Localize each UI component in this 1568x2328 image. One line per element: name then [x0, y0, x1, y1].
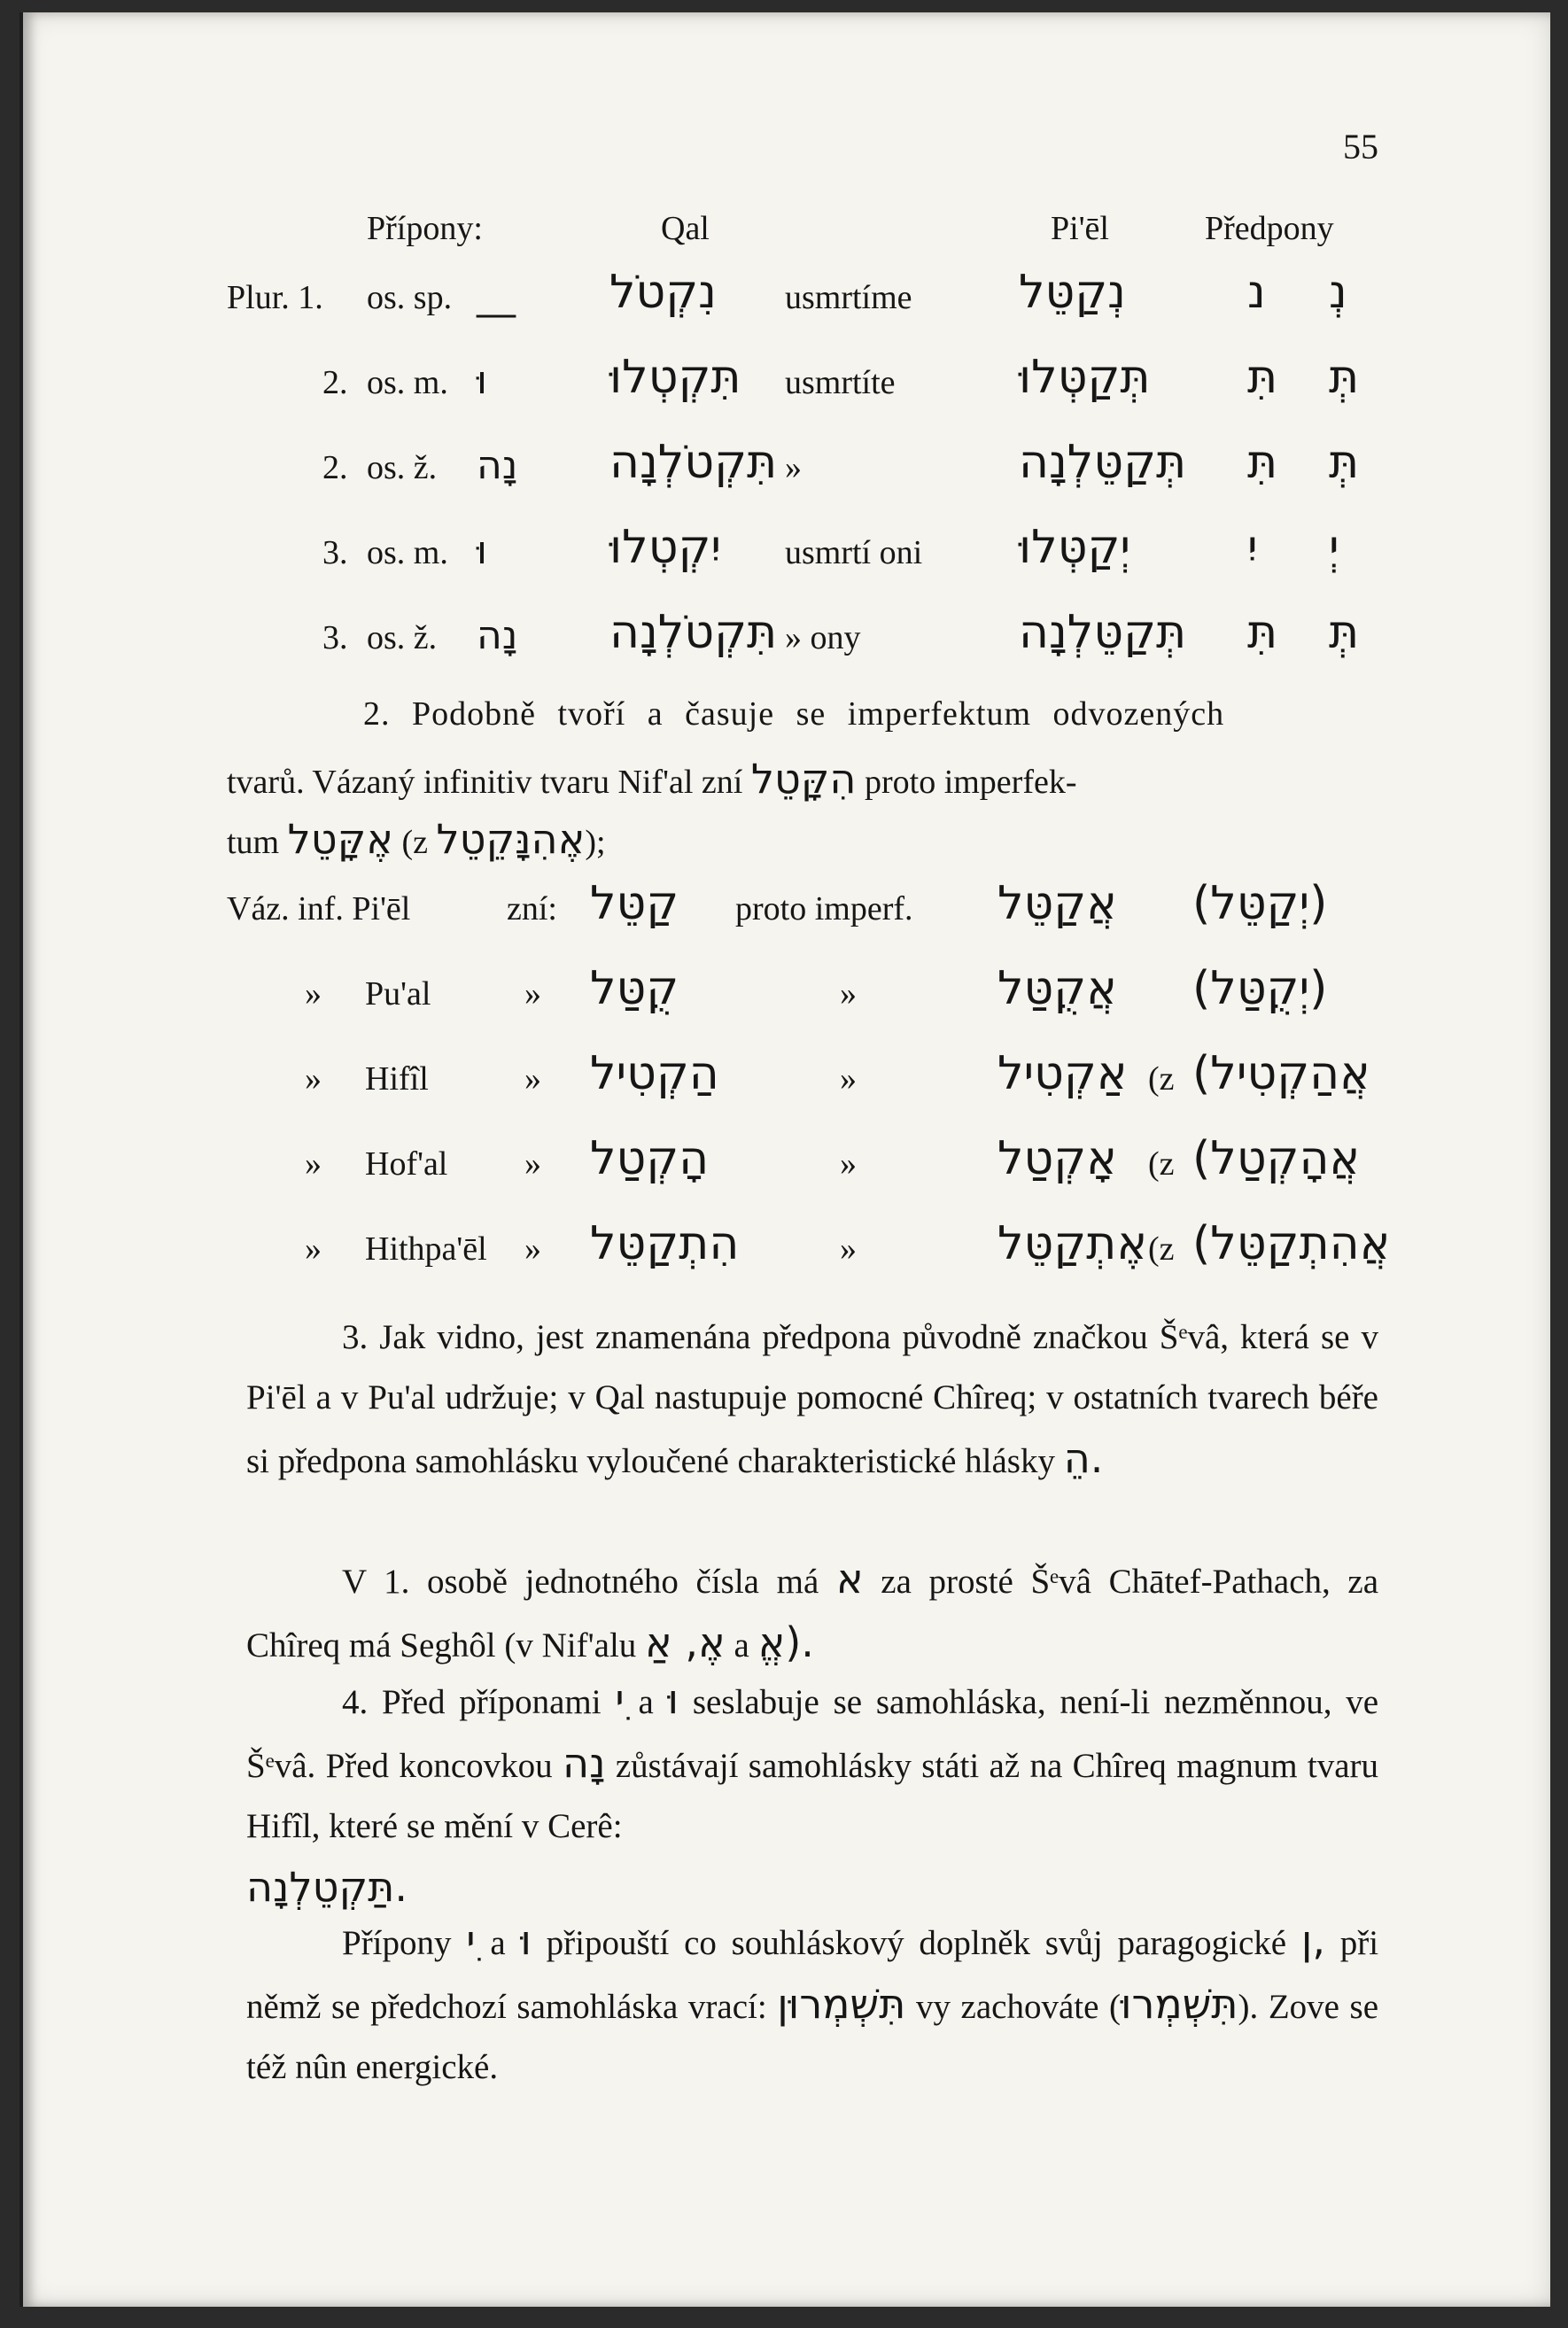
- para2-line3: [227, 815, 606, 863]
- hebrew-word: אֶהִנָּקֵטֵל: [436, 815, 586, 863]
- inf-row-z: (z: [1148, 1145, 1175, 1183]
- inf-row-quote: »: [305, 1060, 322, 1098]
- piel-form: תְּקַטֵּלְנָה: [1019, 606, 1187, 659]
- infinitive-form: הִתְקַטֵּל: [590, 1217, 740, 1270]
- qal-gloss: » ony: [785, 619, 861, 656]
- qal-form: יִקְטְלוּ: [609, 521, 721, 574]
- header-suffixes: Přípony:: [367, 210, 483, 247]
- original-form: (יְקֻטַּל): [1192, 962, 1328, 1015]
- inf-row-z: (z: [1148, 1230, 1175, 1268]
- paragraph-v1-text2: za prosté Šᵉvâ Chātef-Pathach, za Chîreq má Seghôl (v Nif'alu: [246, 1563, 1379, 1665]
- inf-row-quote: »: [305, 1230, 322, 1268]
- inf-row-quote: »: [840, 1145, 857, 1183]
- paragraph-5: [246, 1910, 1378, 2098]
- inf-row-zni: zní:: [507, 890, 557, 927]
- infinitive-form: קֻטַּל: [590, 962, 679, 1015]
- infinitive-form: הַקְטִיל: [590, 1047, 719, 1100]
- inf-row-quote: »: [524, 975, 541, 1013]
- qal-form: נִקְטֹל: [609, 266, 717, 319]
- paragraph-v1-and: a: [734, 1626, 749, 1665]
- row-label-number: Plur. 1.: [227, 279, 323, 316]
- prefix-qal: תִּ: [1247, 436, 1278, 489]
- paragraph-5-text5: ). Zove se též nûn energické.: [246, 1988, 1379, 2086]
- inf-row-quote: »: [840, 1230, 857, 1268]
- qal-form: תִּקְטְלוּ: [609, 351, 741, 404]
- inf-row-stem: Pu'al: [365, 975, 431, 1013]
- paragraph-4-text2: seslabuje se samohláska, není-li nezměnnou, ve Šᵉvâ. Před koncovkou: [246, 1683, 1379, 1785]
- para2-line2: [227, 755, 1077, 803]
- row-label-person: os. ž.: [367, 619, 438, 656]
- qal-gloss: usmrtí oni: [785, 534, 923, 571]
- paragraph-4: [246, 1669, 1378, 1921]
- infinitive-form: הָקְטַל: [590, 1132, 710, 1185]
- imperfect-form: אֲקַטֵּל: [997, 877, 1117, 930]
- prefix-piel: תְּ: [1329, 351, 1360, 404]
- paragraph-5-text2: připouští co souhláskový doplněk svůj paragogické: [546, 1924, 1287, 1962]
- prefix-qal: יִ: [1247, 521, 1258, 574]
- piel-form: תְּקַטֵּלְנָה: [1019, 436, 1187, 489]
- hebrew-suffix: וּ: [667, 1675, 679, 1723]
- original-form: אֲהִתְקַטֵּל): [1192, 1217, 1391, 1270]
- para2-line3-end: );: [585, 824, 606, 861]
- hebrew-word: תִּשְׁמְרוּן: [777, 1980, 906, 2028]
- header-piel: Pi'ēl: [1051, 210, 1109, 247]
- prefix-qal: נ: [1247, 266, 1266, 319]
- hebrew-word: הִקָּטֵל: [750, 755, 857, 803]
- row-label-number: 2.: [322, 449, 348, 486]
- row-label-number: 3.: [322, 534, 348, 571]
- inf-row-quote: »: [524, 1060, 541, 1098]
- prefix-qal: תִּ: [1247, 606, 1278, 659]
- inf-row-quote: »: [840, 1060, 857, 1098]
- inf-row-z: (z: [1148, 1060, 1175, 1098]
- hebrew-letter: ן,: [1300, 1916, 1325, 1964]
- paragraph-v1-text: V 1. osobě jednotného čísla má: [342, 1563, 819, 1601]
- row-label-person: os. m.: [367, 364, 448, 401]
- page-number: 55: [1343, 127, 1378, 167]
- inf-row-quote: »: [305, 1145, 322, 1183]
- suffix-cell: __: [477, 273, 516, 318]
- qal-gloss: usmrtíme: [785, 279, 912, 316]
- original-form: (יְקַטֵּל): [1192, 877, 1328, 930]
- inf-row-quote: »: [524, 1145, 541, 1183]
- suffix-cell: נָה: [477, 443, 518, 488]
- paragraph-4-text3: zůstávají samohlásky státi až na Chîreq magnum tvaru Hifîl, které se mění v Cerê:: [246, 1747, 1379, 1845]
- prefix-qal: תִּ: [1247, 351, 1278, 404]
- qal-gloss: usmrtíte: [785, 364, 896, 401]
- piel-form: נְקַטֵּל: [1019, 266, 1126, 319]
- hebrew-letter: אֱ).: [757, 1618, 814, 1666]
- inf-row-proto: proto imperf.: [735, 890, 913, 927]
- paragraph-4-and: a: [638, 1683, 654, 1721]
- hebrew-suffix: ִי: [615, 1675, 625, 1723]
- piel-form: יְקַטְּלוּ: [1019, 521, 1130, 574]
- row-label-person: os. sp.: [367, 279, 453, 316]
- header-qal: Qal: [661, 210, 710, 247]
- original-form: אֲהַקְטִיל): [1192, 1047, 1370, 1100]
- prefix-piel: תְּ: [1329, 436, 1360, 489]
- inf-row-stem: Hof'al: [365, 1145, 448, 1183]
- paragraph-4-text: 4. Před příponami: [342, 1683, 602, 1721]
- hebrew-letter: א: [835, 1555, 864, 1602]
- paragraph-3-text: 3. Jak vidno, jest znamenána předpona původně značkou Šᵉvâ, která se v Pi'ēl a v Pu'al udržuje; v Qal nastupuje pomocné Chîreq; v ostatních tvarech béře si předpona samohlásku vyloučené charakteristické hlásky: [246, 1318, 1378, 1480]
- row-label-person: os. ž.: [367, 449, 438, 486]
- suffix-cell: נָה: [477, 613, 518, 658]
- qal-form: תִּקְטֹלְנָה: [609, 606, 778, 659]
- hebrew-suffix: וּ: [520, 1916, 532, 1964]
- inf-row-stem: Hithpa'ēl: [365, 1230, 487, 1268]
- para2-line3-z: (z: [401, 824, 429, 861]
- infinitive-form: קַטֵּל: [590, 877, 679, 930]
- suffix-cell: וּ: [477, 358, 487, 403]
- inf-row-stem: Hifîl: [365, 1060, 429, 1098]
- suffix-cell: וּ: [477, 528, 487, 573]
- imperfect-form: אַקְטִיל: [997, 1047, 1128, 1100]
- header-prefixes: Předpony: [1205, 210, 1334, 247]
- para2-line1-text: 2. Podobně tvoří a časuje se imperfektum odvozených: [363, 695, 1225, 733]
- para2-line3-text: tum: [227, 824, 280, 861]
- piel-form: תְּקַטְּלוּ: [1019, 351, 1151, 404]
- paragraph-3: [246, 1308, 1378, 1492]
- row-label-number: 3.: [322, 619, 348, 656]
- paragraph-5-text4: vy zachováte (: [915, 1988, 1121, 2026]
- row-label-person: os. m.: [367, 534, 448, 571]
- hebrew-suffix: נָה: [563, 1739, 606, 1787]
- hebrew-word: תִּשְׁמְרוּ: [1120, 1980, 1238, 2028]
- para2-line1: [363, 695, 1380, 733]
- imperfect-form: אֲקֻטַּל: [997, 962, 1117, 1015]
- prefix-piel: יְ: [1329, 521, 1339, 574]
- qal-gloss: »: [785, 449, 802, 486]
- hebrew-letter: אֶ, אַ: [645, 1618, 726, 1666]
- qal-form: תִּקְטֹלְנָה: [609, 436, 778, 489]
- book-page: [19, 12, 1550, 2307]
- hebrew-word: אֶקָּטֵל: [287, 815, 393, 863]
- para2-line2-text: tvarů. Vázaný infinitiv tvaru Nif'al zní: [227, 764, 743, 801]
- imperfect-form: אָקְטַל: [997, 1132, 1117, 1185]
- hebrew-suffix: ִי: [466, 1916, 476, 1964]
- inf-row-quote: »: [305, 975, 322, 1013]
- para2-line2-end: proto imperfek-: [864, 764, 1077, 801]
- inf-row-quote: »: [524, 1230, 541, 1268]
- imperfect-form: אֶתְקַטֵּל: [997, 1217, 1148, 1270]
- paragraph-5-and: a: [490, 1924, 506, 1962]
- original-form: אֲהָקְטַל): [1192, 1132, 1361, 1185]
- hebrew-word: תַּקְטֵלְנָה.: [246, 1863, 408, 1911]
- paragraph-5-text: Přípony: [342, 1924, 452, 1962]
- prefix-piel: נְ: [1329, 266, 1347, 319]
- hebrew-letter: הֵ.: [1063, 1434, 1104, 1482]
- prefix-piel: תְּ: [1329, 606, 1360, 659]
- paragraph-5-text3: při němž se předchozí samohláska vrací:: [246, 1924, 1379, 2026]
- inf-row-label: Váz. inf. Pi'ēl: [227, 890, 411, 927]
- row-label-number: 2.: [322, 364, 348, 401]
- paragraph-v1: [246, 1548, 1378, 1676]
- inf-row-quote: »: [840, 975, 857, 1013]
